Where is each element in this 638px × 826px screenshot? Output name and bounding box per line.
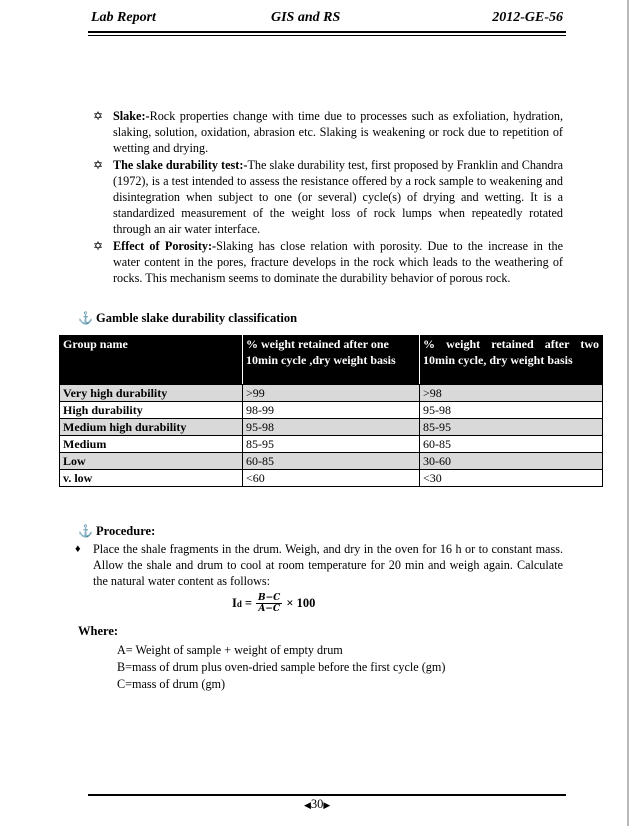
- definition-a: A= Weight of sample + weight of empty drum: [117, 643, 343, 657]
- table-cell: Medium high durability: [60, 419, 243, 436]
- page-number-value: 30: [310, 797, 324, 811]
- table-cell: 85-95: [243, 436, 420, 453]
- table-cell: 85-95: [420, 419, 603, 436]
- table-cell: >98: [420, 385, 603, 402]
- page-header: [91, 10, 563, 30]
- star-icon: ✡: [93, 109, 104, 123]
- table-header-cell: % weight retained after two 10min cycle, dry weight basis: [420, 336, 603, 385]
- bullet-slake-durability-test: [93, 157, 563, 238]
- bullet-term: Slake:-: [113, 109, 150, 123]
- formula-equals: =: [244, 596, 253, 610]
- table-cell: >99: [243, 385, 420, 402]
- table-row: [60, 453, 603, 470]
- classification-table: [59, 335, 603, 487]
- formula-lhs: I: [232, 596, 237, 610]
- table-row: [60, 385, 603, 402]
- table-cell: 95-98: [420, 402, 603, 419]
- procedure-title: Procedure:: [96, 524, 156, 538]
- table-cell: High durability: [60, 402, 243, 419]
- diamond-bullet-icon: ♦: [75, 543, 81, 555]
- table-header-cell: % weight retained after one 10min cycle ,dry weight basis: [243, 336, 420, 385]
- table-row: [60, 402, 603, 419]
- pin-icon: ⚓: [78, 311, 93, 325]
- table-header-cell: Group name: [60, 336, 243, 385]
- header-left-title: Lab Report: [91, 10, 156, 25]
- table-cell: Very high durability: [60, 385, 243, 402]
- table-cell: <60: [243, 470, 420, 487]
- definition-c: C=mass of drum (gm): [117, 677, 226, 691]
- where-label: Where:: [78, 624, 119, 638]
- table-cell: 60-85: [243, 453, 420, 470]
- bullet-term: The slake durability test:-: [113, 157, 248, 172]
- header-right-id: 2012-GE-56: [492, 10, 563, 25]
- table-cell: 95-98: [243, 419, 420, 436]
- table-cell: Medium: [60, 436, 243, 453]
- table-cell: 30-60: [420, 453, 603, 470]
- table-row: [60, 436, 603, 453]
- header-center-title: GIS and RS: [271, 10, 341, 25]
- slake-index-formula: [232, 593, 315, 614]
- formula-fraction: [256, 593, 282, 614]
- variable-definitions: [117, 642, 445, 693]
- table-cell: 98-99: [243, 402, 420, 419]
- bullet-slake: [93, 108, 563, 157]
- definition-b: B=mass of drum plus oven-dried sample before the first cycle (gm): [117, 660, 446, 674]
- right-arrow-icon: ▶: [323, 800, 331, 810]
- table-cell: 60-85: [420, 436, 603, 453]
- left-arrow-icon: ◀: [304, 800, 311, 810]
- page-number: [304, 797, 330, 812]
- table-cell: Low: [60, 453, 243, 470]
- footer-rule: [88, 794, 566, 796]
- definition-list: [93, 108, 563, 286]
- formula-multiplier: × 100: [286, 596, 316, 610]
- procedure-text: Place the shale fragments in the drum. Weigh, and dry in the oven for 16 h or to constant mass. Allow the shale and drum to cool at room temperature for 20 min and weigh again. Calculate the natural water content as follows:: [93, 542, 563, 589]
- table-row: [60, 470, 603, 487]
- bullet-text: The slake durability test, first proposed by Franklin and Chandra (1972), is a test intended to assess the resistance offered by a rock sample to weakening and disintegration when subject to one (or several) cycle(s) of drying and wetting. It is a standardized measurement of the weight loss of rock lumps when repeatedly rotated through an air water interface.: [113, 157, 563, 237]
- procedure-heading: [78, 524, 155, 539]
- table-header-row: [60, 336, 603, 385]
- page-right-border: [627, 0, 629, 826]
- formula-numerator: B−C: [258, 593, 281, 603]
- header-rule-thin: [88, 35, 566, 36]
- bullet-term: Effect of Porosity:-: [113, 238, 217, 253]
- classification-heading: [78, 311, 297, 326]
- star-icon: ✡: [93, 157, 104, 172]
- classification-title: Gamble slake durability classification: [96, 311, 298, 325]
- formula-denominator: A−C: [258, 604, 281, 614]
- formula-subscript: d: [236, 598, 242, 609]
- table-row: [60, 419, 603, 436]
- bullet-text: Rock properties change with time due to processes such as exfoliation, hydration, slaking, solution, oxidation, abrasion etc. Slaking is weakening or rock due to repetition of wetting and drying.: [113, 109, 563, 156]
- table-cell: v. low: [60, 470, 243, 487]
- star-icon: ✡: [93, 238, 104, 253]
- bullet-effect-of-porosity: [93, 238, 563, 287]
- bullet-text: Slaking has close relation with porosity. Due to the increase in the water content in the pores, fracture develops in the rock which leads to the weathering of rocks. This mechanism seems to dominate the durability behavior of porous rock.: [113, 238, 563, 286]
- pin-icon: ⚓: [78, 524, 93, 538]
- header-rule: [88, 31, 566, 33]
- procedure-step: [75, 541, 563, 590]
- table-cell: <30: [420, 470, 603, 487]
